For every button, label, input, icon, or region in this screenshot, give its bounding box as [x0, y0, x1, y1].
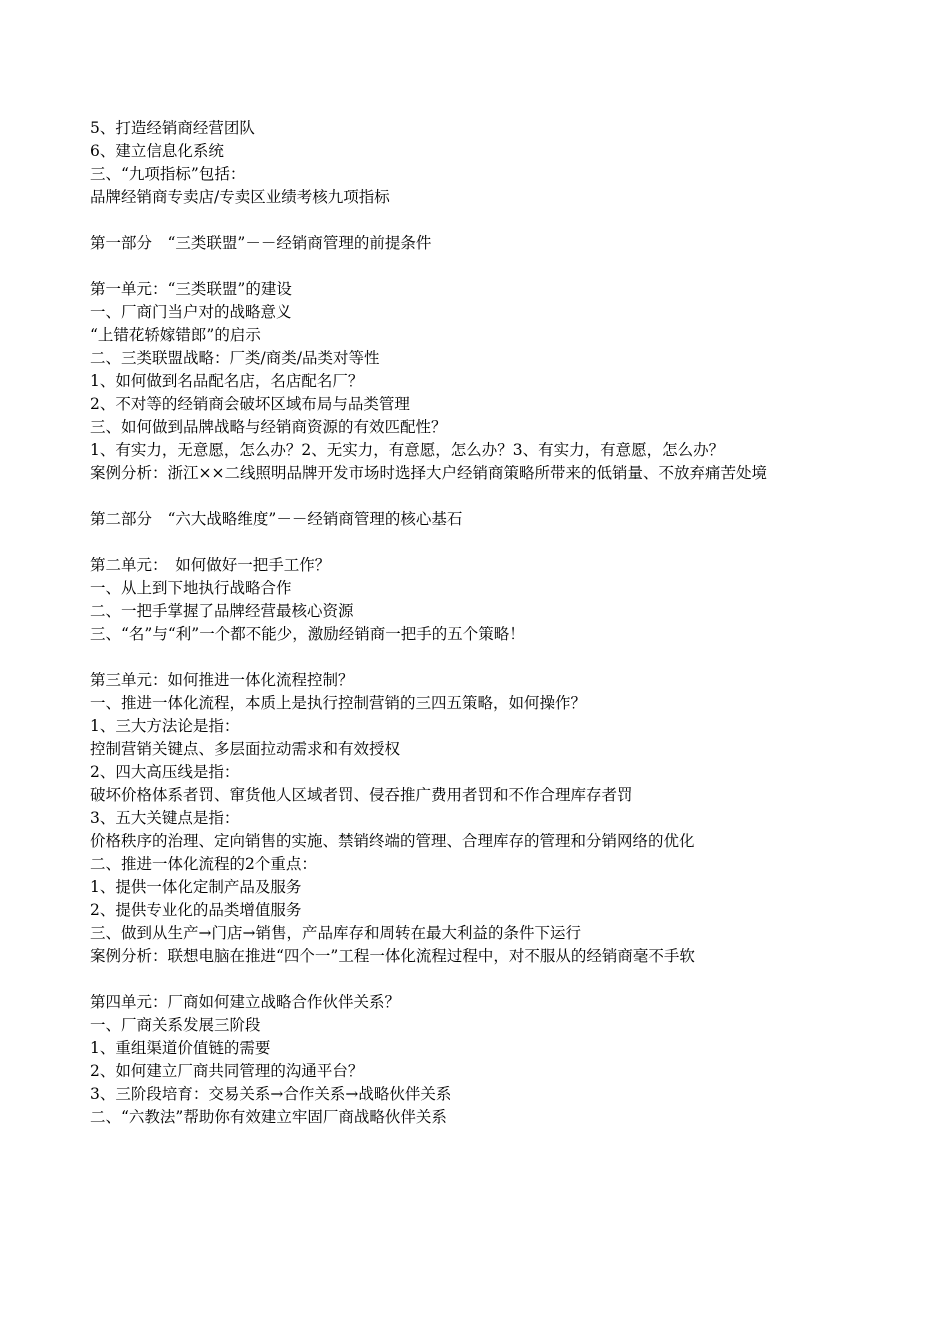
text-line: 二、三类联盟战略：厂类/商类/品类对等性 [90, 349, 380, 367]
blank-line [90, 646, 790, 669]
document-body [90, 117, 790, 1129]
unit-heading: 第三单元：如何推进一体化流程控制？ [90, 671, 354, 689]
text-line: 一、从上到下地执行战略合作 [90, 579, 292, 597]
unit-heading: 第一单元：“三类联盟”的建设 [90, 280, 292, 298]
text-line: 三、“九项指标”包括： [90, 165, 246, 183]
text-line: 2、如何建立厂商共同管理的沟通平台？ [90, 1062, 364, 1080]
text-line: 3、五大关键点是指： [90, 809, 240, 827]
text-line: 6、建立信息化系统 [90, 142, 224, 160]
text-line: 1、如何做到名品配名店，名店配名厂？ [90, 372, 364, 390]
text-line: 价格秩序的治理、定向销售的实施、禁销终端的管理、合理库存的管理和分销网络的优化 [90, 832, 695, 850]
text-line: 控制营销关键点、多层面拉动需求和有效授权 [90, 740, 401, 758]
text-line: 5、打造经销商经营团队 [90, 119, 255, 137]
unit-heading: 第二单元： 如何做好一把手工作？ [90, 556, 331, 574]
text-line: 2、不对等的经销商会破坏区域布局与品类管理 [90, 395, 410, 413]
blank-line [90, 209, 790, 232]
text-line: 1、重组渠道价值链的需要 [90, 1039, 271, 1057]
text-line: 二、一把手掌握了品牌经营最核心资源 [90, 602, 354, 620]
blank-line [90, 485, 790, 508]
part-heading: 第二部分 “六大战略维度”－－经销商管理的核心基石 [90, 510, 463, 528]
text-line: 1、提供一体化定制产品及服务 [90, 878, 302, 896]
blank-line [90, 968, 790, 991]
case-analysis: 案例分析：浙江××二线照明品牌开发市场时选择大户经销商策略所带来的低销量、不放弃痛苦处境 [90, 464, 767, 482]
text-line: 1、三大方法论是指： [90, 717, 240, 735]
blank-line [90, 255, 790, 278]
text-line: 品牌经销商专卖店/专卖区业绩考核九项指标 [90, 188, 390, 206]
part-heading: 第一部分 “三类联盟”－－经销商管理的前提条件 [90, 234, 432, 252]
unit-heading: 第四单元：厂商如何建立战略合作伙伴关系？ [90, 993, 401, 1011]
text-line: 一、推进一体化流程，本质上是执行控制营销的三四五策略，如何操作？ [90, 694, 587, 712]
text-line: 三、如何做到品牌战略与经销商资源的有效匹配性？ [90, 418, 447, 436]
text-line: 一、厂商关系发展三阶段 [90, 1016, 261, 1034]
text-line: 破坏价格体系者罚、窜货他人区域者罚、侵吞推广费用者罚和不作合理库存者罚 [90, 786, 633, 804]
text-line: 1、有实力，无意愿，怎么办？2、无实力，有意愿，怎么办？3、有实力，有意愿，怎么办？ [90, 441, 725, 459]
text-line: 2、四大高压线是指： [90, 763, 240, 781]
text-line: 2、提供专业化的品类增值服务 [90, 901, 302, 919]
text-line: 三、“名”与“利”一个都不能少，激励经销商一把手的五个策略！ [90, 625, 525, 643]
text-line: “上错花轿嫁错郎”的启示 [90, 326, 261, 344]
text-line: 三、做到从生产→门店→销售，产品库存和周转在最大利益的条件下运行 [90, 924, 581, 942]
blank-line [90, 531, 790, 554]
text-line: 二、“六教法”帮助你有效建立牢固厂商战略伙伴关系 [90, 1108, 447, 1126]
text-line: 3、三阶段培育：交易关系→合作关系→战略伙伴关系 [90, 1085, 452, 1103]
text-line: 二、推进一体化流程的2个重点： [90, 855, 317, 873]
text-line: 一、厂商门当户对的战略意义 [90, 303, 292, 321]
case-analysis: 案例分析：联想电脑在推进“四个一”工程一体化流程过程中，对不服从的经销商毫不手软 [90, 947, 695, 965]
